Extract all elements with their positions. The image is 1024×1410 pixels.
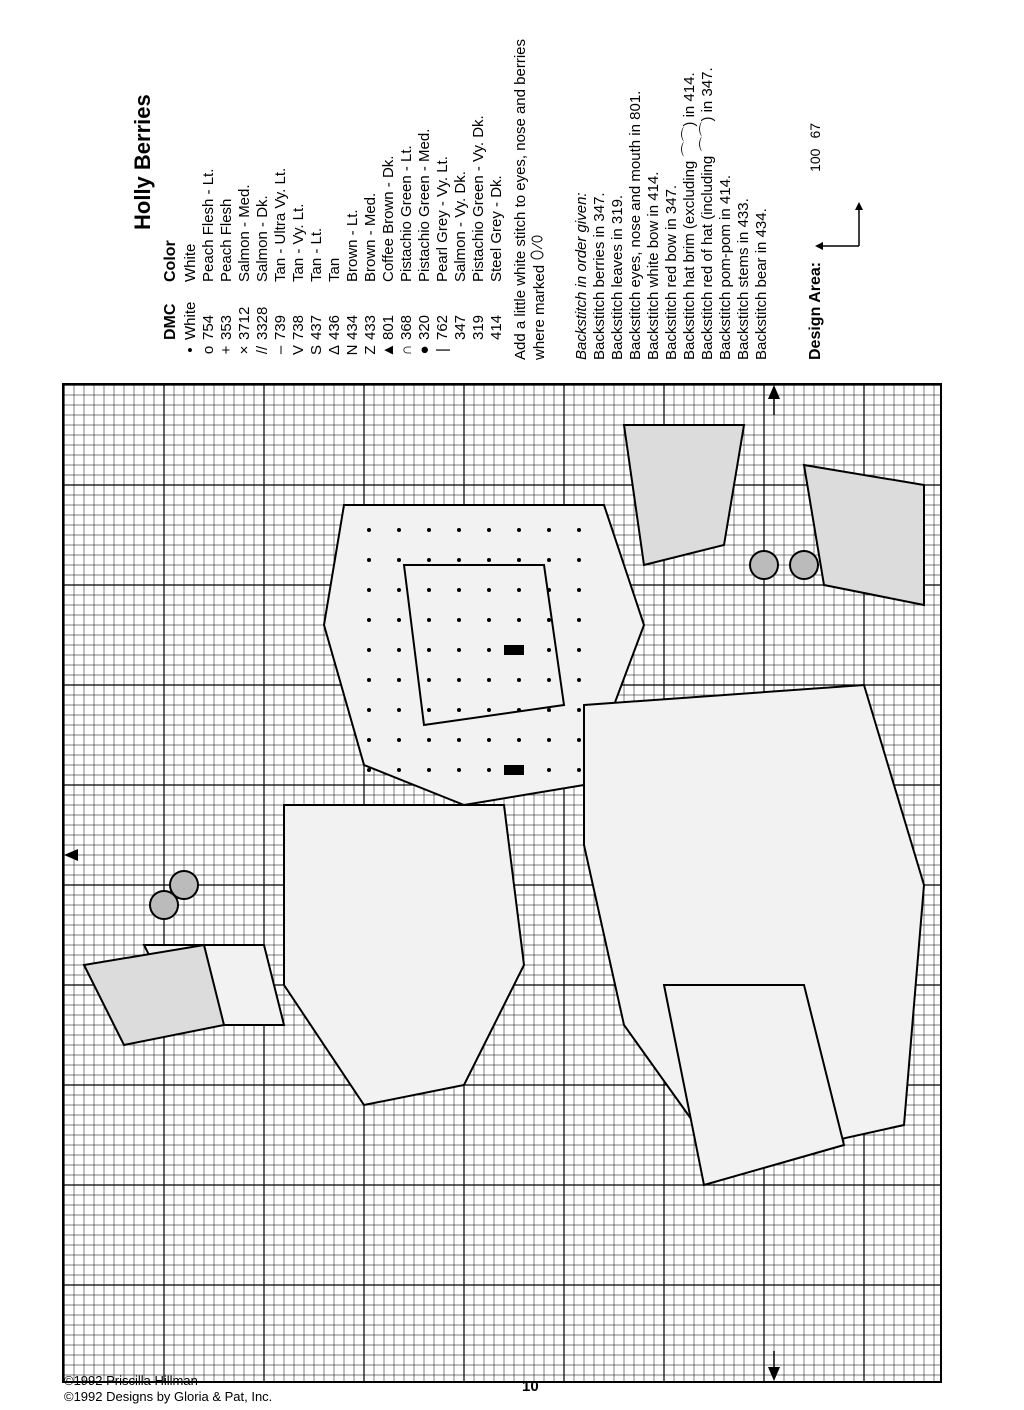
stitch-dot <box>577 648 581 652</box>
stitch-dot <box>367 678 371 682</box>
page-number: 10 <box>522 1378 539 1395</box>
key-row <box>452 30 470 360</box>
holly-leaf-left <box>84 945 224 1045</box>
stitch-dot <box>367 558 371 562</box>
key-dmc: 353 <box>218 314 235 340</box>
stitch-dot <box>367 528 371 532</box>
stitch-dot <box>577 618 581 622</box>
stitch-dot <box>397 768 401 772</box>
key-dmc: 319 <box>470 314 487 340</box>
stitch-dot <box>397 648 401 652</box>
pattern-title: Holly Berries <box>130 94 155 230</box>
stitch-dot <box>397 528 401 532</box>
stitch-dot <box>457 708 461 712</box>
backstitch-item: Backstitch red of hat (including ⌒⌒) in 347. <box>699 67 716 360</box>
key-dmc: 3328 <box>254 306 271 340</box>
stitch-dot <box>457 558 461 562</box>
backstitch-item: Backstitch red bow in 347. <box>663 184 680 360</box>
stitch-dot <box>367 588 371 592</box>
key-dmc: 433 <box>362 314 379 340</box>
stitch-dot <box>517 558 521 562</box>
design-area-height: 67 <box>807 122 823 139</box>
key-header-dmc: DMC <box>162 303 179 340</box>
stitch-dot <box>367 618 371 622</box>
holly-berry <box>750 551 778 579</box>
key-color: White <box>182 243 199 282</box>
center-arrow-top <box>768 385 780 399</box>
stitch-chart <box>62 383 942 1383</box>
stitch-dot <box>457 678 461 682</box>
key-dmc: 762 <box>434 314 451 340</box>
key-symbol: | <box>434 348 451 352</box>
stitch-dot <box>397 738 401 742</box>
key-color: Coffee Brown - Dk. <box>380 155 397 282</box>
key-row <box>362 30 380 360</box>
key-color: Salmon - Med. <box>236 184 253 282</box>
stitch-dot <box>427 558 431 562</box>
key-color: Tan - Ultra Vy. Lt. <box>272 167 289 282</box>
key-row <box>326 30 344 360</box>
key-color: Tan - Lt. <box>308 227 325 282</box>
stitch-dot <box>487 528 491 532</box>
key-symbol <box>452 340 470 360</box>
stitch-dot <box>427 648 431 652</box>
white-stitch-note: Add a little white stitch to eyes, nose and berries where marked <box>512 38 548 360</box>
key-dmc: 368 <box>398 314 415 340</box>
key-dmc: 738 <box>290 314 307 340</box>
key-color: Pistachio Green - Lt. <box>398 145 415 282</box>
holly-leaf-upper <box>624 425 744 565</box>
key-row <box>236 30 254 360</box>
backstitch-title: Backstitch in order given: <box>573 192 590 360</box>
stitch-dot <box>457 768 461 772</box>
stitch-dot <box>427 588 431 592</box>
key-dmc: 414 <box>488 314 505 340</box>
key-symbol: + <box>218 345 235 355</box>
stitch-dot <box>367 648 371 652</box>
stitch-dot <box>547 618 551 622</box>
stitch-dot <box>517 738 521 742</box>
stitch-dot <box>487 708 491 712</box>
stitch-dot <box>487 588 491 592</box>
stitch-dot <box>457 528 461 532</box>
key-dmc: 437 <box>308 314 325 340</box>
stitch-dot <box>577 528 581 532</box>
backstitch-item: Backstitch stems in 433. <box>735 198 752 360</box>
stitch-dot <box>577 558 581 562</box>
key-symbol: ▲ <box>380 342 397 358</box>
key-symbol: o <box>200 345 217 355</box>
center-arrow-left <box>64 849 78 861</box>
key-color: Salmon - Dk. <box>254 195 271 282</box>
stitch-dot <box>487 558 491 562</box>
stitch-dot <box>577 768 581 772</box>
stitch-dot <box>577 708 581 712</box>
key-row <box>272 30 290 360</box>
stitch-dot <box>367 708 371 712</box>
stitch-grid <box>64 385 940 1381</box>
key-color: Pearl Grey - Vy. Lt. <box>434 156 451 282</box>
key-color: Steel Grey - Dk. <box>488 175 505 282</box>
key-row <box>380 30 398 360</box>
key-row <box>470 30 488 360</box>
key-dmc: 801 <box>380 314 397 340</box>
key-color: Peach Flesh - Lt. <box>200 168 217 282</box>
key-symbol: V <box>290 345 307 356</box>
holly-leaf-right <box>804 465 924 605</box>
stitch-dot <box>517 768 521 772</box>
backstitch-list <box>591 30 771 360</box>
backstitch-item: Backstitch white bow in 414. <box>645 171 662 360</box>
key-color: Pistachio Green - Vy. Dk. <box>470 115 487 282</box>
stitch-dot <box>487 648 491 652</box>
key-color: Tan <box>326 257 343 282</box>
stitch-dot <box>547 738 551 742</box>
stitch-dot <box>457 648 461 652</box>
key-symbol: N <box>344 344 361 356</box>
key-dmc: 434 <box>344 314 361 340</box>
key-symbol <box>470 340 488 360</box>
stitch-dot <box>517 528 521 532</box>
key-color: Brown - Lt. <box>344 209 361 282</box>
stitch-dot <box>367 768 371 772</box>
holly-berry <box>790 551 818 579</box>
stitch-dot <box>397 618 401 622</box>
key-dmc: 739 <box>272 314 289 340</box>
stitch-dot <box>517 678 521 682</box>
hat-region <box>284 805 524 1105</box>
stitch-dot <box>427 708 431 712</box>
stitch-dot <box>397 678 401 682</box>
stitch-dot <box>517 618 521 622</box>
backstitch-item: Backstitch berries in 347. <box>591 192 608 360</box>
key-row <box>416 30 434 360</box>
stitch-dot <box>547 708 551 712</box>
stitch-dot <box>547 558 551 562</box>
stitch-dot <box>457 588 461 592</box>
backstitch-item: Backstitch bear in 434. <box>753 208 770 360</box>
stitch-dot <box>547 678 551 682</box>
key-color: Tan - Vy. Lt. <box>290 203 307 282</box>
key-rows <box>182 30 506 360</box>
key-color: Peach Flesh <box>218 198 235 282</box>
stitch-dot <box>547 528 551 532</box>
key-symbol: – <box>272 345 289 355</box>
backstitch-item: Backstitch hat brim (excluding ⌒⌒) in 414. <box>681 72 698 360</box>
stitch-dot <box>397 558 401 562</box>
stitch-dot <box>367 738 371 742</box>
key-color: Salmon - Vy. Dk. <box>452 171 469 282</box>
stitch-dot <box>547 768 551 772</box>
key-symbol <box>488 340 506 360</box>
key-dmc: 3712 <box>236 306 253 340</box>
design-area <box>807 30 872 360</box>
stitch-dot <box>427 768 431 772</box>
design-area-dims-icon <box>807 182 872 252</box>
key-row <box>434 30 452 360</box>
stitch-dot <box>517 708 521 712</box>
stitch-dot <box>517 588 521 592</box>
key-dmc: White <box>182 301 199 340</box>
key-symbol: ● <box>416 345 433 355</box>
backstitch-item: Backstitch leaves in 319. <box>609 194 626 360</box>
key-symbol: × <box>236 345 253 355</box>
key-row <box>344 30 362 360</box>
stitch-dot <box>577 588 581 592</box>
key-dmc: 347 <box>452 314 469 340</box>
key-row <box>254 30 272 360</box>
key-row <box>308 30 326 360</box>
key-symbol: ∩ <box>398 344 415 356</box>
key-color: Pistachio Green - Med. <box>416 128 433 282</box>
key-symbol: // <box>254 345 271 355</box>
stitch-dot <box>577 678 581 682</box>
key-dmc: 754 <box>200 314 217 340</box>
berry-mark-icon <box>531 235 548 261</box>
holly-berry <box>170 871 198 899</box>
key-dmc: 436 <box>326 314 343 340</box>
key-symbol: Δ <box>326 344 343 356</box>
stitch-dot <box>547 588 551 592</box>
stitch-dot <box>427 738 431 742</box>
stitch-dot <box>427 678 431 682</box>
stitch-dot <box>397 708 401 712</box>
key-dmc: 320 <box>416 314 433 340</box>
stitch-dot <box>517 648 521 652</box>
key-header-color: Color <box>162 240 179 282</box>
stitch-dot <box>457 618 461 622</box>
key-row <box>290 30 308 360</box>
key-row <box>218 30 236 360</box>
key-symbol: Z <box>362 345 379 355</box>
backstitch-item: Backstitch eyes, nose and mouth in 801. <box>627 90 644 360</box>
stitch-dot <box>487 738 491 742</box>
key-row <box>488 30 506 360</box>
stitch-dot <box>427 528 431 532</box>
stitch-dot <box>547 648 551 652</box>
copyright-line-2: ©1992 Designs by Gloria & Pat, Inc. <box>64 1389 273 1404</box>
stitch-dot <box>457 738 461 742</box>
key-color: Brown - Med. <box>362 192 379 282</box>
color-key-panel <box>130 30 860 360</box>
stitch-dot <box>487 618 491 622</box>
key-row <box>182 30 200 360</box>
design-area-label: Design Area: <box>807 261 824 360</box>
stitch-dot <box>487 768 491 772</box>
key-symbol: • <box>182 347 199 353</box>
key-symbol: S <box>308 345 325 356</box>
center-arrow-bottom <box>768 1367 780 1381</box>
stitch-dot <box>487 678 491 682</box>
key-row <box>398 30 416 360</box>
stitch-dot <box>427 618 431 622</box>
stitch-dot <box>577 738 581 742</box>
key-header <box>162 30 180 360</box>
stitch-dot <box>397 588 401 592</box>
design-area-width: 100 <box>807 148 823 172</box>
key-row <box>200 30 218 360</box>
copyright-line-1: ©1992 Priscilla Hillman <box>64 1373 198 1388</box>
backstitch-item: Backstitch pom-pom in 414. <box>717 174 734 360</box>
